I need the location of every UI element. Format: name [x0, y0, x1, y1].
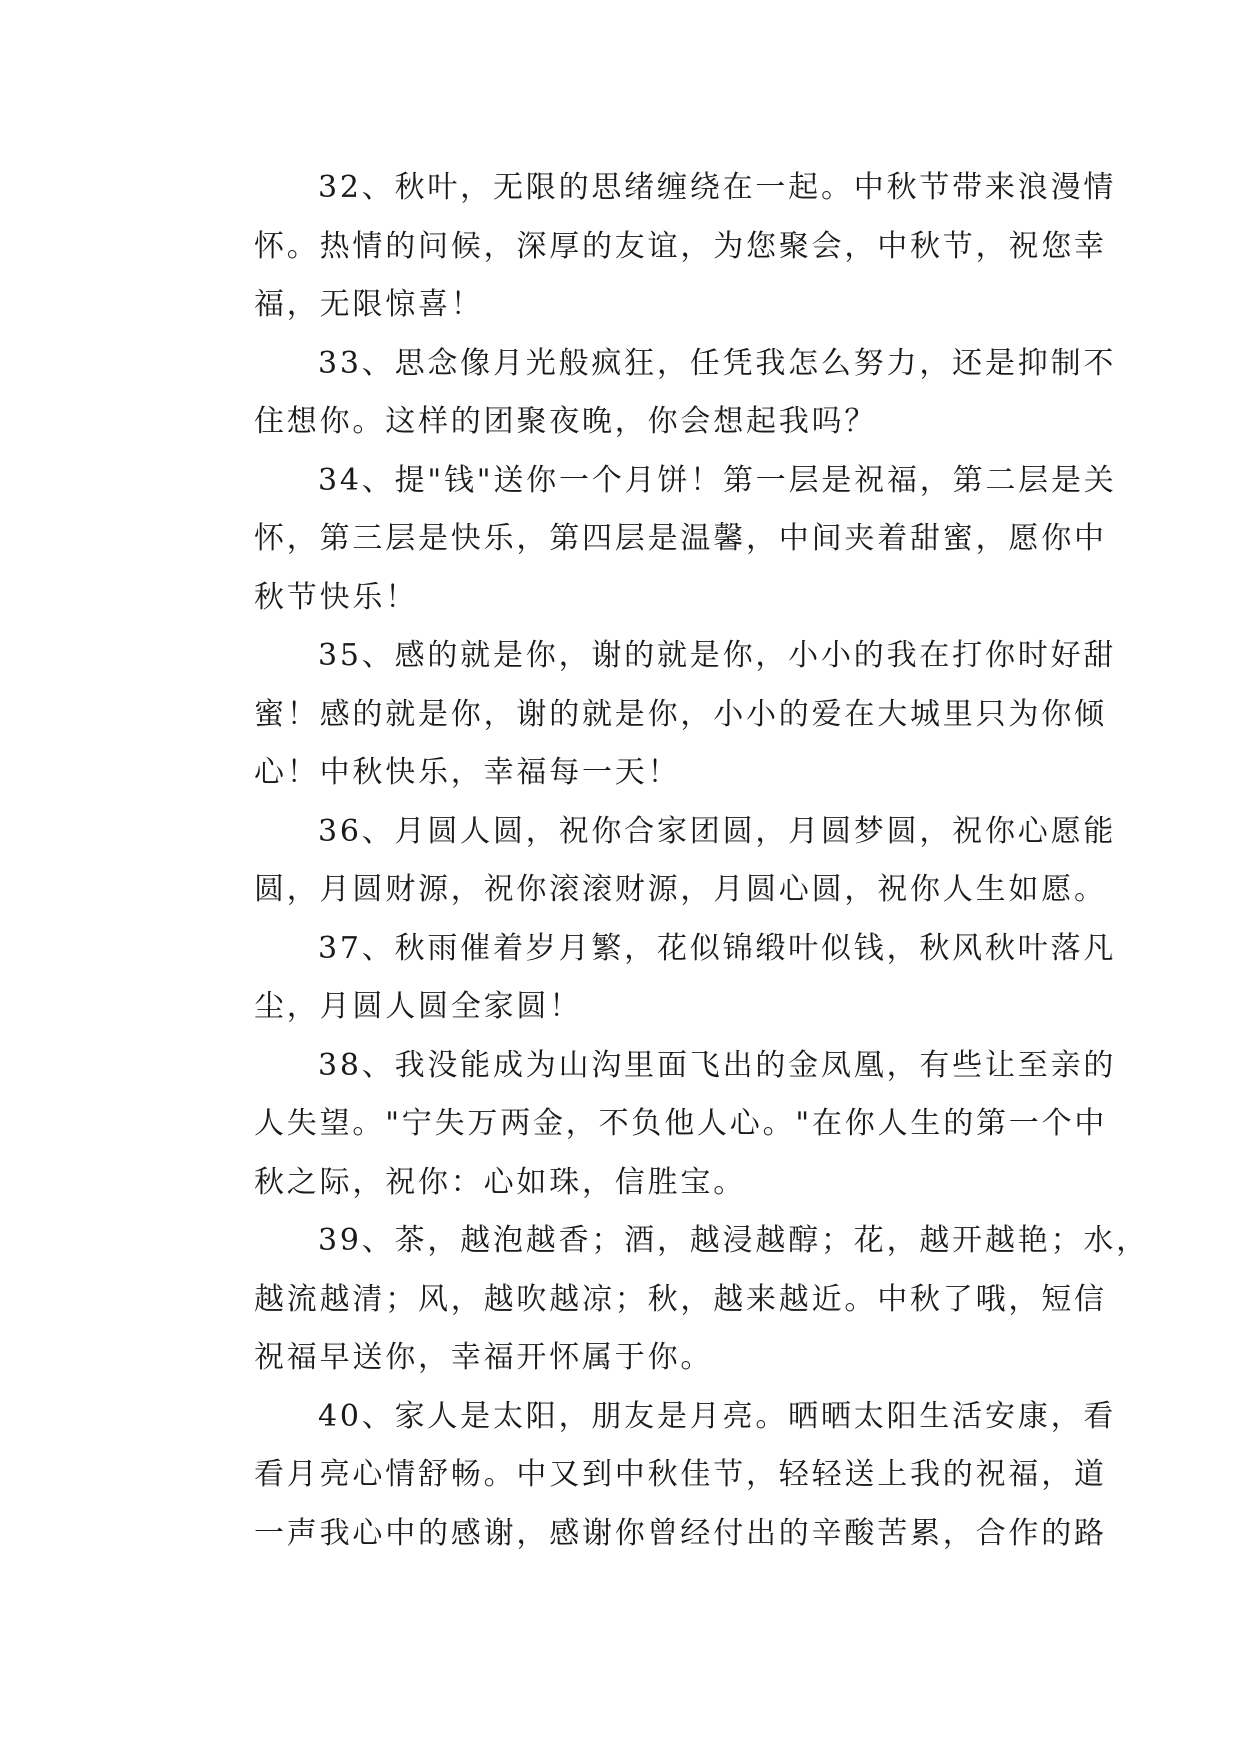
text-line: 35、感的就是你，谢的就是你，小小的我在打你时好甜	[318, 638, 1117, 673]
text-line: 人失望。"宁失万两金，不负他人心。"在你人生的第一个中	[254, 1106, 1108, 1141]
text-line: 40、家人是太阳，朋友是月亮。晒晒太阳生活安康，看	[318, 1398, 1117, 1434]
paragraph-34	[190, 452, 1117, 628]
paragraph-36	[190, 803, 1117, 920]
paragraph-40	[190, 1388, 1117, 1564]
text-line: 34、提"钱"送你一个月饼！第一层是祝福，第二层是关	[318, 462, 1117, 498]
document-body	[190, 159, 1149, 1563]
paragraph-35	[190, 627, 1117, 803]
text-line: 祝福早送你，幸福开怀属于你。	[254, 1340, 714, 1375]
text-line: 36、月圆人圆，祝你合家团圆，月圆梦圆，祝你心愿能	[318, 813, 1117, 849]
text-line: 秋之际，祝你：心如珠，信胜宝。	[254, 1164, 746, 1200]
paragraph-37	[190, 920, 1117, 1037]
text-line: 32、秋叶，无限的思绪缠绕在一起。中秋节带来浪漫情	[318, 170, 1117, 205]
paragraph-33	[190, 335, 1117, 452]
text-line: 38、我没能成为山沟里面飞出的金凤凰，有些让至亲的	[318, 1047, 1117, 1083]
paragraph-39	[190, 1212, 1149, 1388]
text-line: 39、茶，越泡越香；酒，越浸越醇；花，越开越艳；水，	[318, 1223, 1149, 1258]
text-line: 33、思念像月光般疯狂，任凭我怎么努力，还是抑制不	[318, 345, 1117, 381]
text-line: 一声我心中的感谢，感谢你曾经付出的辛酸苦累，合作的路	[254, 1515, 1107, 1551]
text-line: 住想你。这样的团聚夜晚，你会想起我吗？	[254, 404, 878, 439]
text-line: 怀，第三层是快乐，第四层是温馨，中间夹着甜蜜，愿你中	[254, 521, 1107, 556]
text-line: 秋节快乐！	[254, 579, 418, 615]
text-line: 37、秋雨催着岁月繁，花似锦缎叶似钱，秋风秋叶落凡	[318, 930, 1117, 966]
text-line: 怀。热情的问候，深厚的友谊，为您聚会，中秋节，祝您幸	[254, 228, 1107, 264]
paragraph-32	[190, 159, 1117, 335]
text-line: 心！中秋快乐，幸福每一天！	[254, 755, 681, 790]
text-line: 看月亮心情舒畅。中又到中秋佳节，轻轻送上我的祝福，道	[254, 1457, 1107, 1492]
text-line: 福，无限惊喜！	[254, 287, 484, 322]
text-line: 蜜！感的就是你，谢的就是你，小小的爱在大城里只为你倾	[254, 696, 1107, 732]
text-line: 越流越清；风，越吹越凉；秋，越来越近。中秋了哦，短信	[254, 1281, 1107, 1317]
text-line: 尘，月圆人圆全家圆！	[254, 989, 582, 1024]
paragraph-38	[190, 1037, 1117, 1213]
text-line: 圆，月圆财源，祝你滚滚财源，月圆心圆，祝你人生如愿。	[254, 872, 1107, 907]
